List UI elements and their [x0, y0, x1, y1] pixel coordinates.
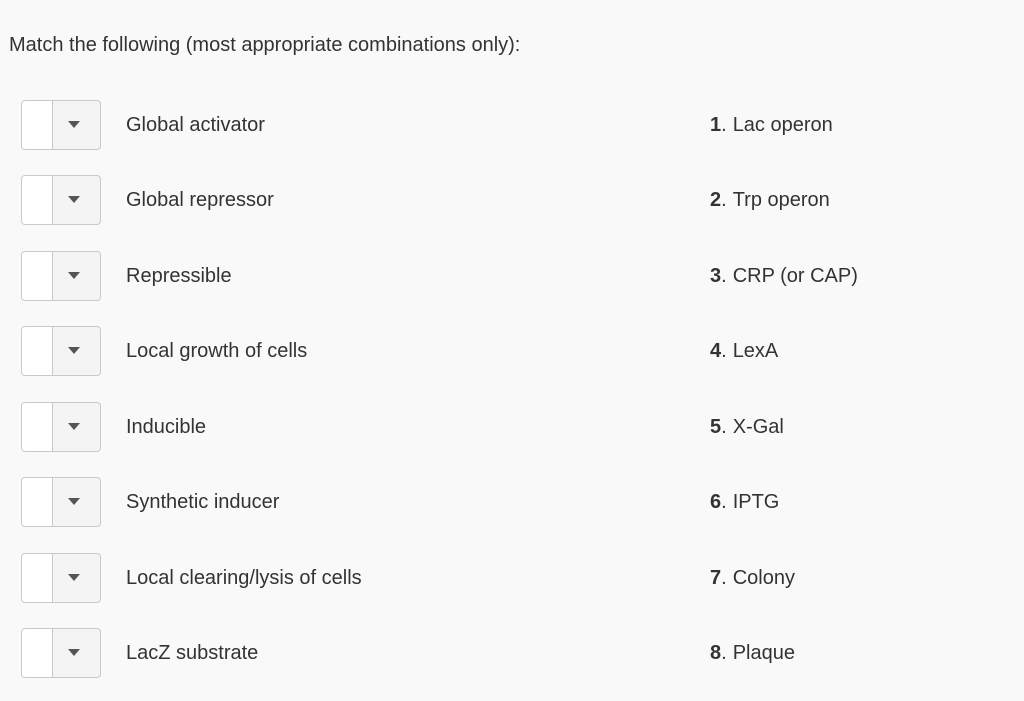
match-select-value-2	[22, 176, 53, 224]
match-row-4	[0, 326, 1024, 378]
option-text-8: Plaque	[732, 642, 795, 664]
caret-down-icon	[68, 272, 80, 279]
option-separator: .	[721, 491, 727, 513]
option-number-2: 2	[710, 189, 722, 211]
option-separator: .	[721, 114, 727, 136]
option-text-7: Colony	[732, 567, 795, 589]
caret-down-icon	[68, 347, 80, 354]
term-label-5: Inducible	[126, 416, 207, 438]
match-select-value-4	[22, 327, 53, 375]
term-label-1: Global activator	[126, 114, 265, 136]
option-text-3: CRP (or CAP)	[732, 265, 858, 287]
match-select-2[interactable]	[21, 175, 101, 225]
option-number-5: 5	[710, 416, 722, 438]
match-select-4[interactable]	[21, 326, 101, 376]
option-number-1: 1	[710, 114, 722, 136]
term-label-7: Local clearing/lysis of cells	[126, 567, 362, 589]
match-row-5	[0, 402, 1024, 454]
match-select-3[interactable]	[21, 251, 101, 301]
match-select-value-5	[22, 403, 53, 451]
match-select-value-8	[22, 629, 53, 677]
caret-down-icon	[68, 498, 80, 505]
match-select-8[interactable]	[21, 628, 101, 678]
option-4	[710, 338, 778, 364]
match-row-3	[0, 251, 1024, 303]
match-select-7[interactable]	[21, 553, 101, 603]
caret-down-icon	[68, 574, 80, 581]
option-2	[710, 187, 830, 213]
caret-down-icon	[68, 121, 80, 128]
option-7	[710, 565, 795, 591]
option-6	[710, 489, 779, 515]
option-3	[710, 263, 858, 289]
option-5	[710, 414, 784, 440]
match-select-6[interactable]	[21, 477, 101, 527]
caret-down-icon	[68, 423, 80, 430]
option-text-2: Trp operon	[732, 189, 830, 211]
option-number-4: 4	[710, 340, 722, 362]
match-select-1[interactable]	[21, 100, 101, 150]
match-select-value-6	[22, 478, 53, 526]
term-label-6: Synthetic inducer	[126, 491, 280, 513]
match-row-8	[0, 628, 1024, 680]
option-number-3: 3	[710, 265, 722, 287]
option-text-5: X-Gal	[732, 416, 784, 438]
option-text-6: IPTG	[732, 491, 780, 513]
caret-down-icon	[68, 649, 80, 656]
match-row-1	[0, 100, 1024, 152]
term-label-3: Repressible	[126, 265, 232, 287]
option-separator: .	[721, 340, 727, 362]
option-separator: .	[721, 189, 727, 211]
match-row-6	[0, 477, 1024, 529]
match-row-7	[0, 553, 1024, 605]
match-select-value-7	[22, 554, 53, 602]
match-select-value-1	[22, 101, 53, 149]
question-title: Match the following (most appropriate combinations only):	[9, 34, 521, 56]
option-number-6: 6	[710, 491, 722, 513]
option-1	[710, 112, 833, 138]
option-number-8: 8	[710, 642, 722, 664]
match-row-2	[0, 175, 1024, 227]
option-separator: .	[721, 567, 727, 589]
option-number-7: 7	[710, 567, 722, 589]
option-separator: .	[721, 265, 727, 287]
caret-down-icon	[68, 196, 80, 203]
option-text-4: LexA	[732, 340, 779, 362]
option-8	[710, 640, 795, 666]
term-label-8: LacZ substrate	[126, 642, 259, 664]
term-label-4: Local growth of cells	[126, 340, 308, 362]
option-text-1: Lac operon	[732, 114, 833, 136]
option-separator: .	[721, 642, 727, 664]
option-separator: .	[721, 416, 727, 438]
match-select-5[interactable]	[21, 402, 101, 452]
term-label-2: Global repressor	[126, 189, 274, 211]
match-select-value-3	[22, 252, 53, 300]
